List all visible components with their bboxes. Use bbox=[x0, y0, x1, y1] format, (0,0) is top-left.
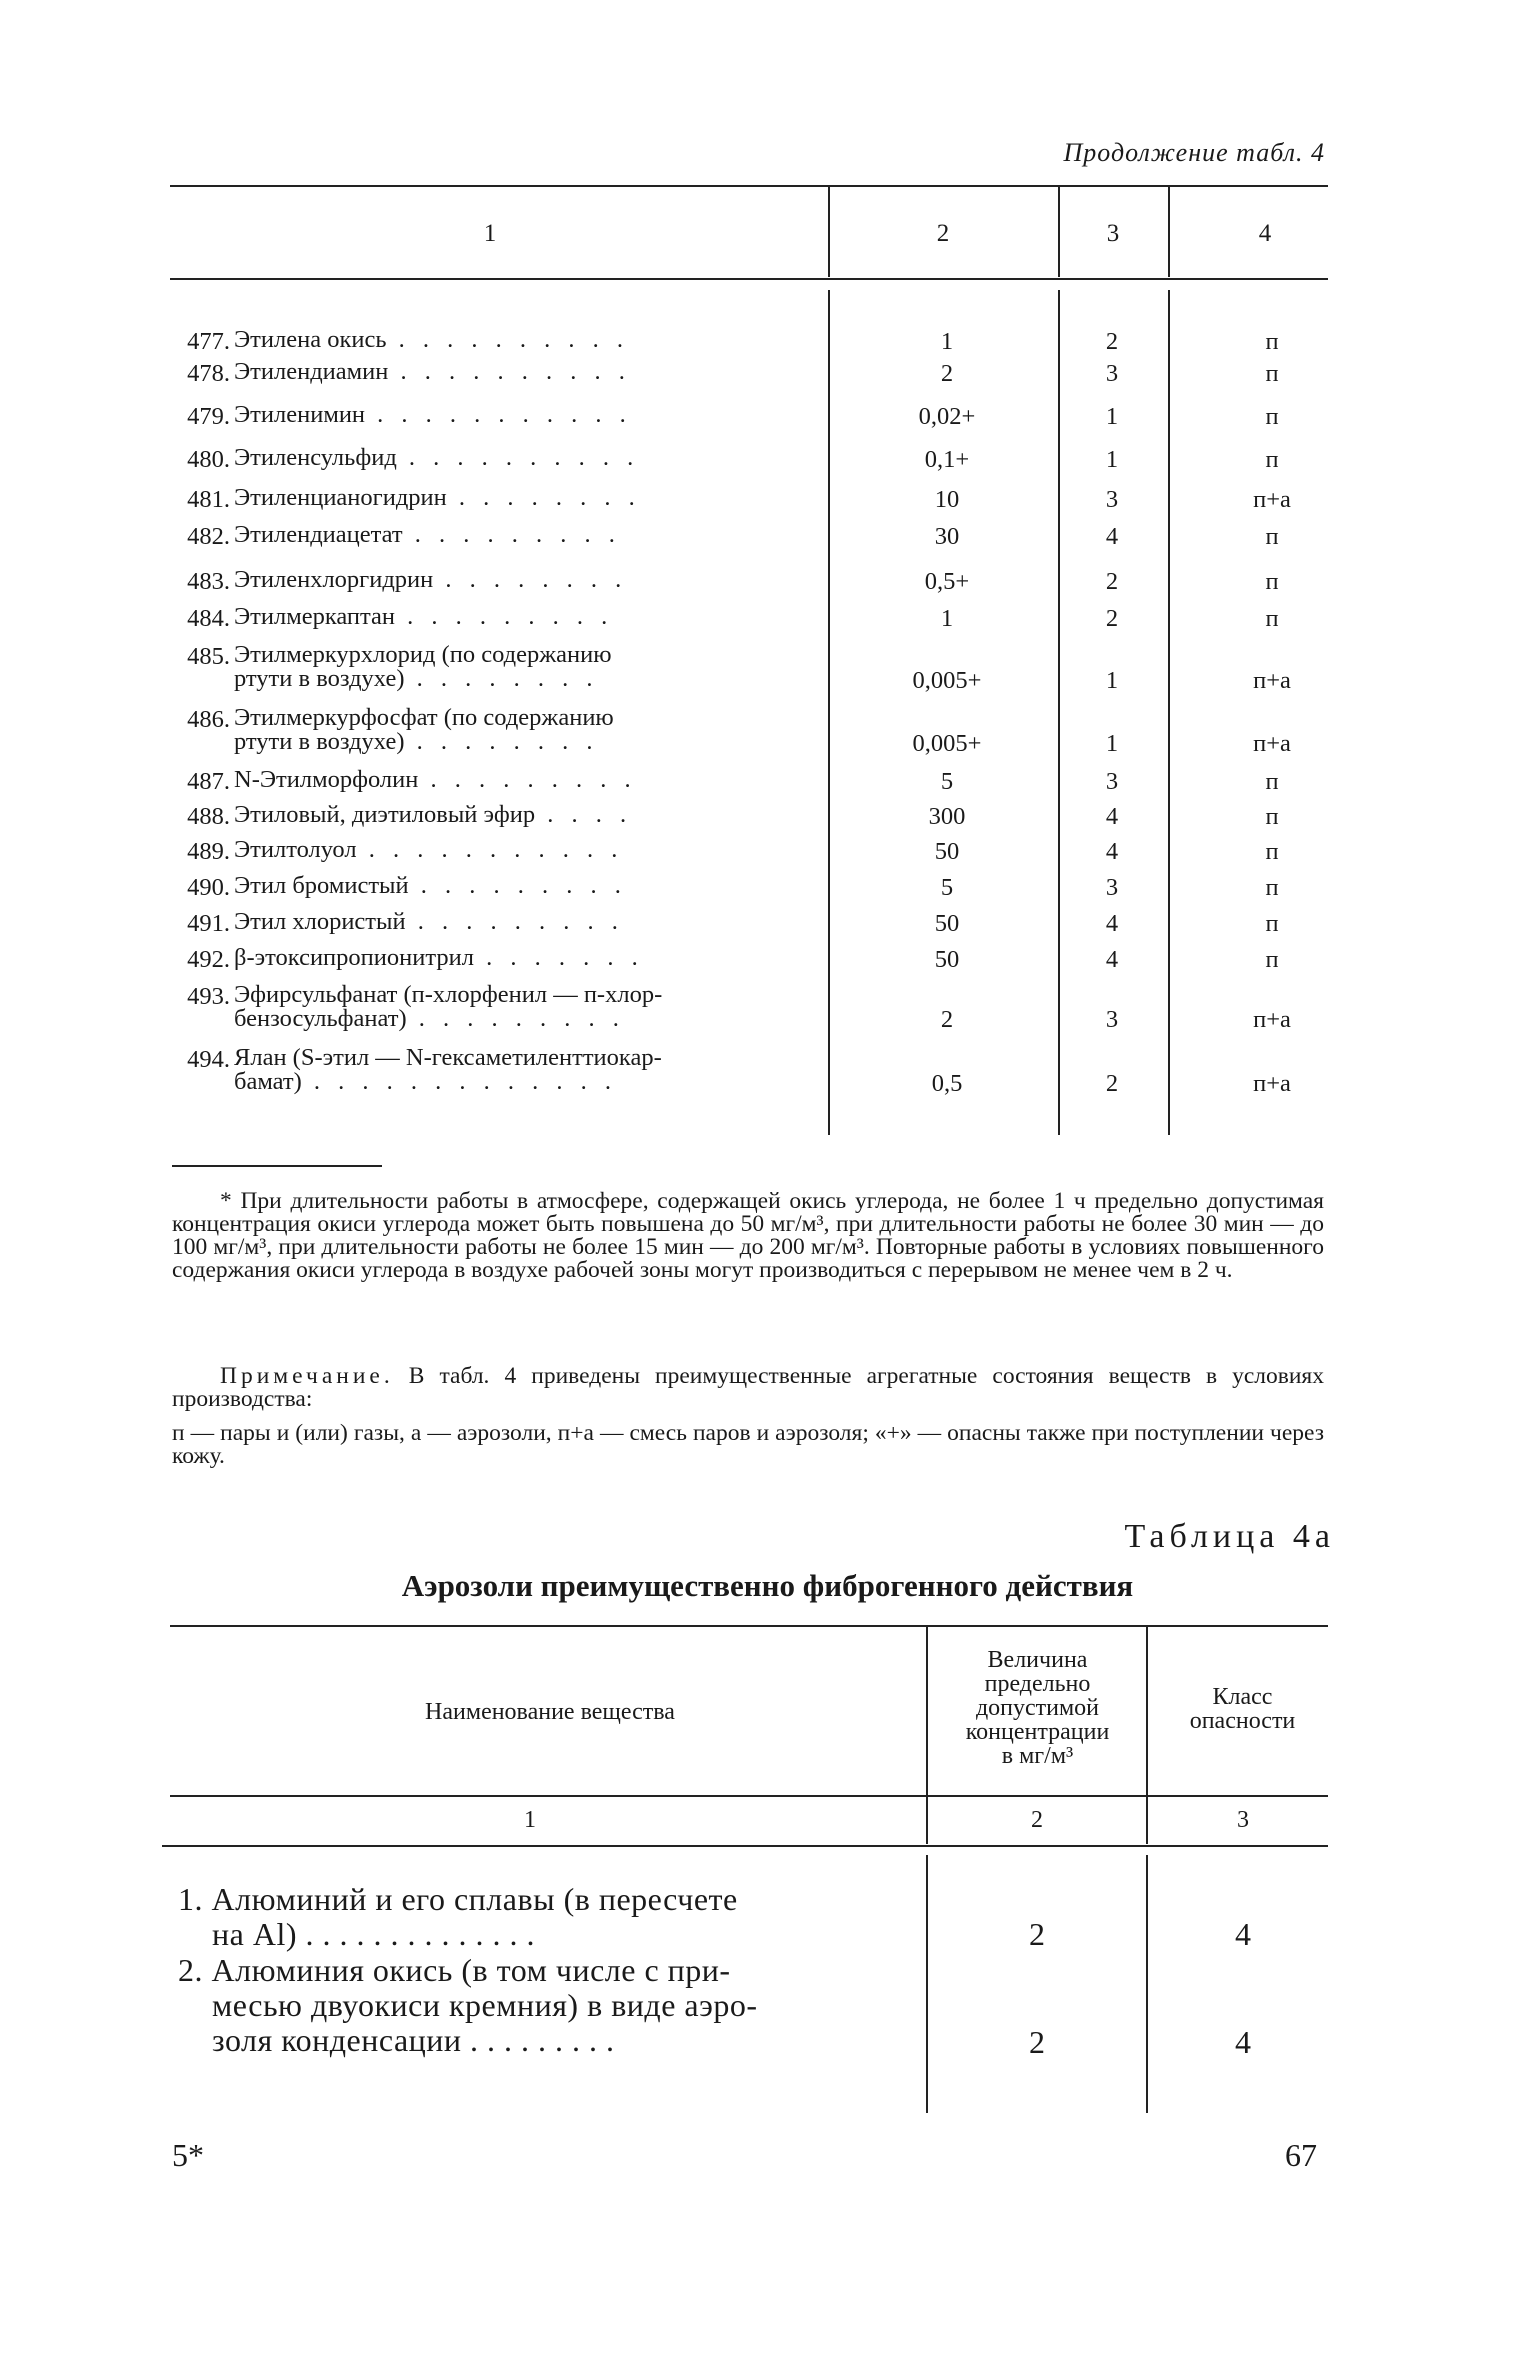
table4a-header-rule bbox=[170, 1795, 1328, 1797]
table4a-header-value: Величина предельно допустимой концентрации в мг/м³ bbox=[965, 1647, 1110, 1769]
aggregate-state: п bbox=[1265, 874, 1279, 901]
row-number: 494. bbox=[187, 1046, 230, 1073]
hazard-class: 3 bbox=[1105, 874, 1119, 901]
row-number: 478. bbox=[187, 360, 230, 387]
aggregate-state: п bbox=[1265, 910, 1279, 937]
row-number: 480. bbox=[187, 446, 230, 473]
hazard-class: 3 bbox=[1105, 360, 1119, 387]
note-text: В табл. 4 приведены преимущественные агрегатные состояния веществ в условиях производства: bbox=[172, 1363, 1324, 1412]
hazard-class: 2 bbox=[1105, 328, 1119, 355]
table4-header-col2: 2 bbox=[936, 220, 950, 247]
aggregate-state: п+а bbox=[1253, 730, 1291, 757]
note-label: Примечание. bbox=[220, 1363, 394, 1389]
table4a-row-class: 4 bbox=[1235, 2024, 1251, 2060]
aggregate-state: п+а bbox=[1253, 1070, 1291, 1097]
table4a-header-name: Наименование вещества bbox=[425, 1699, 675, 1725]
mac-value: 30 bbox=[934, 523, 960, 550]
aggregate-state: п bbox=[1265, 446, 1279, 473]
mac-value: 1 bbox=[940, 328, 954, 355]
hazard-class: 3 bbox=[1105, 768, 1119, 795]
table4-header-col1: 1 bbox=[483, 220, 497, 247]
table4a-body-divider-2 bbox=[1146, 1855, 1148, 2113]
substance-name: Этилена окись . . . . . . . . . . bbox=[234, 326, 630, 353]
mac-value: 0,02+ bbox=[918, 403, 976, 430]
row-number: 491. bbox=[187, 910, 230, 937]
mac-value: 0,1+ bbox=[924, 446, 970, 473]
substance-name: Этиленимин . . . . . . . . . . . bbox=[234, 401, 632, 428]
substance-name: Этилмеркурхлорид (по содержанию ртути в воздухе) . . . . . . . . bbox=[234, 641, 612, 692]
substance-name: Этилмеркурфосфат (по содержанию ртути в воздухе) . . . . . . . . bbox=[234, 704, 614, 755]
substance-name: Этилтолуол . . . . . . . . . . . bbox=[234, 836, 624, 863]
hazard-class: 4 bbox=[1105, 946, 1119, 973]
table4a-header-class: Класс опасности bbox=[1189, 1684, 1296, 1734]
row-number: 482. bbox=[187, 523, 230, 550]
table4-header-col4: 4 bbox=[1258, 220, 1272, 247]
mac-value: 50 bbox=[934, 910, 960, 937]
mac-value: 0,005+ bbox=[912, 667, 982, 694]
row-number: 492. bbox=[187, 946, 230, 973]
aggregate-state: п bbox=[1265, 946, 1279, 973]
table4a-colnum-1: 1 bbox=[524, 1807, 536, 1833]
note bbox=[172, 1365, 1324, 1411]
substance-name: Этиленхлоргидрин . . . . . . . . bbox=[234, 566, 628, 593]
mac-value: 5 bbox=[940, 874, 954, 901]
hazard-class: 1 bbox=[1105, 730, 1119, 757]
hazard-class: 1 bbox=[1105, 667, 1119, 694]
aggregate-state: п bbox=[1265, 768, 1279, 795]
signature-mark: 5* bbox=[172, 2137, 204, 2173]
hazard-class: 4 bbox=[1105, 523, 1119, 550]
substance-name: Этилендиамин . . . . . . . . . . bbox=[234, 358, 631, 385]
continuation-title: Продолжение табл. 4 bbox=[1063, 138, 1325, 167]
row-number: 485. bbox=[187, 643, 230, 670]
substance-name: Этилмеркаптан . . . . . . . . . bbox=[234, 603, 614, 630]
aggregate-state: п bbox=[1265, 403, 1279, 430]
hazard-class: 2 bbox=[1105, 1070, 1119, 1097]
hazard-class: 3 bbox=[1105, 1006, 1119, 1033]
table4a-body-divider-1 bbox=[926, 1855, 928, 2113]
footnote-rule bbox=[172, 1165, 382, 1167]
aggregate-state: п bbox=[1265, 523, 1279, 550]
page-number: 67 bbox=[1285, 2137, 1317, 2173]
aggregate-state: п bbox=[1265, 568, 1279, 595]
aggregate-state: п bbox=[1265, 360, 1279, 387]
table4a-row-name: 2. Алюминия окись (в том числе с при- месью двуокиси кремния) в виде аэро- золя конденсации . . . . . . . . . bbox=[178, 1952, 758, 2058]
hazard-class: 4 bbox=[1105, 803, 1119, 830]
substance-name: Этиленцианогидрин . . . . . . . . bbox=[234, 484, 641, 511]
aggregate-state: п bbox=[1265, 838, 1279, 865]
aggregate-state: п+а bbox=[1253, 1006, 1291, 1033]
mac-value: 300 bbox=[928, 803, 966, 830]
row-number: 488. bbox=[187, 803, 230, 830]
row-number: 484. bbox=[187, 605, 230, 632]
substance-name: Ялан (S-этил — N-гексаметиленттиокар- бамат) . . . . . . . . . . . . . bbox=[234, 1044, 662, 1095]
table4a-row-class: 4 bbox=[1235, 1916, 1251, 1952]
table4a-row-value: 2 bbox=[1029, 2024, 1045, 2060]
mac-value: 50 bbox=[934, 946, 960, 973]
hazard-class: 4 bbox=[1105, 910, 1119, 937]
aggregate-state: п+а bbox=[1253, 486, 1291, 513]
substance-name: Этилендиацетат . . . . . . . . . bbox=[234, 521, 621, 548]
mac-value: 2 bbox=[940, 1006, 954, 1033]
hazard-class: 2 bbox=[1105, 568, 1119, 595]
table4a-row-name: 1. Алюминий и его сплавы (в пересчете на Al) . . . . . . . . . . . . . . bbox=[178, 1881, 738, 1952]
mac-value: 1 bbox=[940, 605, 954, 632]
substance-name: Этиленсульфид . . . . . . . . . . bbox=[234, 444, 640, 471]
row-number: 481. bbox=[187, 486, 230, 513]
row-number: 479. bbox=[187, 403, 230, 430]
table4a-top-rule bbox=[170, 1625, 1328, 1627]
row-number: 483. bbox=[187, 568, 230, 595]
substance-name: Этил хлористый . . . . . . . . . bbox=[234, 908, 624, 935]
table4-body bbox=[172, 0, 1332, 1150]
substance-name: Эфирсульфанат (п-хлорфенил — п-хлор- бензосульфанат) . . . . . . . . . bbox=[234, 981, 663, 1032]
table4a-numbers-rule bbox=[162, 1845, 1328, 1847]
hazard-class: 1 bbox=[1105, 403, 1119, 430]
row-number: 477. bbox=[187, 328, 230, 355]
substance-name: Этиловый, диэтиловый эфир . . . . bbox=[234, 801, 633, 828]
substance-name: β-этоксипропионитрил . . . . . . . bbox=[234, 944, 644, 971]
table4a-col-divider-2 bbox=[1146, 1627, 1148, 1844]
table4a-label: Таблица 4а bbox=[1124, 1518, 1335, 1555]
mac-value: 0,5+ bbox=[924, 568, 970, 595]
mac-value: 2 bbox=[940, 360, 954, 387]
table4a-row-value: 2 bbox=[1029, 1916, 1045, 1952]
mac-value: 5 bbox=[940, 768, 954, 795]
note-legend: п — пары и (или) газы, а — аэрозоли, п+а — смесь паров и аэрозоля; «+» — опасны также при поступлении через кожу. bbox=[172, 1420, 1324, 1469]
row-number: 490. bbox=[187, 874, 230, 901]
hazard-class: 2 bbox=[1105, 605, 1119, 632]
table4a-colnum-3: 3 bbox=[1237, 1807, 1249, 1833]
hazard-class: 1 bbox=[1105, 446, 1119, 473]
mac-value: 10 bbox=[934, 486, 960, 513]
mac-value: 50 bbox=[934, 838, 960, 865]
hazard-class: 4 bbox=[1105, 838, 1119, 865]
row-number: 487. bbox=[187, 768, 230, 795]
hazard-class: 3 bbox=[1105, 486, 1119, 513]
aggregate-state: п bbox=[1265, 803, 1279, 830]
row-number: 489. bbox=[187, 838, 230, 865]
footnote: * При длительности работы в атмосфере, содержащей окись углерода, не более 1 ч предельно допустимая концентрация окиси углерода может быть повышена до 50 мг/м³, при длительности работы не более 30 мин — до 100 мг/м³, при длительности работы не более 15 мин — до 200 мг/м³. Повторные работы в условиях повышенного содержания окиси углерода в воздухе рабочей зоны могут производиться с перерывом не менее чем в 2 ч. bbox=[172, 1188, 1324, 1283]
table4a-col-divider-1 bbox=[926, 1627, 928, 1844]
substance-name: N-Этилморфолин . . . . . . . . . bbox=[234, 766, 637, 793]
row-number: 486. bbox=[187, 706, 230, 733]
aggregate-state: п bbox=[1265, 328, 1279, 355]
table4a-colnum-2: 2 bbox=[1031, 1807, 1043, 1833]
mac-value: 0,005+ bbox=[912, 730, 982, 757]
aggregate-state: п+а bbox=[1253, 667, 1291, 694]
mac-value: 0,5 bbox=[931, 1070, 963, 1097]
aggregate-state: п bbox=[1265, 605, 1279, 632]
table4-header-col3: 3 bbox=[1106, 220, 1120, 247]
substance-name: Этил бромистый . . . . . . . . . bbox=[234, 872, 627, 899]
table4a-title: Аэрозоли преимущественно фиброгенного действия bbox=[401, 1568, 1134, 1603]
row-number: 493. bbox=[187, 983, 230, 1010]
